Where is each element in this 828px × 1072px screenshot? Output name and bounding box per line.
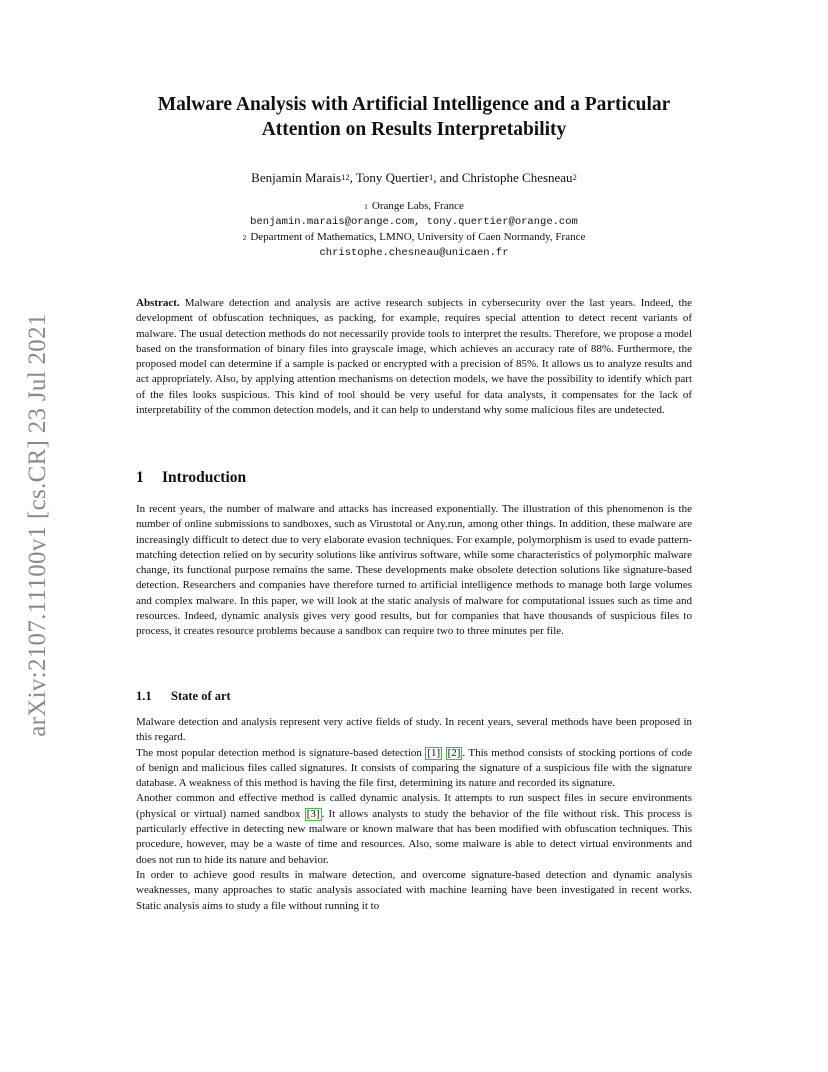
paragraph: Malware detection and analysis represent very active fields of study. In recent years, several methods have been proposed in this regard. [136, 716, 692, 744]
author-name: Tony Quertier [355, 170, 429, 185]
author-separator: , [349, 170, 356, 185]
paragraph-text: . It allows analysts to study the behavior of the file without risk. This process is particularly effective in detecting new malware or known malware that has been modified with obfuscation techniques. This procedure, however, may be a waste of time and resources. Also, some malware is able to detect virtual environments and does not run to hide its nature and behavior. [136, 807, 692, 866]
title-line-2: Attention on Results Interpretability [261, 119, 567, 140]
citation-link[interactable]: [3] [306, 807, 320, 820]
author-name: Christophe Chesneau [461, 170, 573, 185]
affiliation-2 [100, 230, 728, 246]
affil-name: Orange Labs, France [371, 200, 464, 212]
abstract-label: Abstract. [136, 297, 180, 309]
author-affil-mark: 2 [572, 172, 577, 182]
affil-name: Department of Mathematics, LMNO, University of Caen Normandy, France [250, 231, 586, 243]
abstract [136, 296, 692, 418]
paragraph-text: Another common and effective method is called dynamic analysis. It attempts to run suspect files in secure environments (physical or virtual) named sandbox [136, 792, 692, 820]
paragraph-text: . This method consists of stocking portions of code of benign and malicious files called signatures. It consists of comparing the signature of a suspicious file with the signature database. A weakness of this method is having the file first, determining its nature and recorded its signature. [136, 746, 692, 790]
title-line-1: Malware Analysis with Artificial Intelligence and a Particular [157, 94, 671, 115]
state-of-art-body [136, 715, 692, 914]
affil-mark: 1 [364, 202, 368, 211]
section-heading-introduction [136, 469, 246, 487]
affiliation-2-email[interactable]: christophe.chesneau@unicaen.fr [319, 246, 509, 259]
paragraph [136, 746, 692, 792]
paragraph-text: The most popular detection method is signature-based detection [136, 746, 426, 759]
section-number: 1 [136, 469, 144, 486]
subsection-number: 1.1 [136, 689, 152, 703]
author-name: Benjamin Marais [251, 170, 342, 185]
affil-mark: 2 [242, 233, 247, 242]
paragraph: In order to achieve good results in malware detection, and overcome signature-based detection and dynamic analysis weaknesses, many approaches to static analysis associated with machine learning have been investigated in recent works. Static analysis aims to study a file without running it to [136, 868, 692, 912]
paragraph [136, 791, 692, 867]
author-affil-mark: 12 [341, 172, 350, 182]
arxiv-identifier[interactable]: arXiv:2107.11100v1 [cs.CR] 23 Jul 2021 [24, 313, 51, 737]
author-separator: , and [433, 170, 462, 185]
author-affil-mark: 1 [428, 172, 434, 182]
citation-link[interactable]: [2] [447, 746, 461, 759]
affiliation-1-emails[interactable]: benjamin.marais@orange.com, tony.quertier@orange.com [250, 215, 578, 228]
section-title: Introduction [162, 469, 247, 486]
affiliation-1 [100, 199, 728, 215]
citation-link[interactable]: [1] [427, 746, 441, 759]
abstract-text: Malware detection and analysis are active research subjects in cybersecurity over the last years. Indeed, the development of obfuscation techniques, as packing, for example, requires special attention to detect recent variants of malware. The usual detection methods do not necessarily provide tools to interpret the results. Therefore, we propose a model based on the transformation of binary files into grayscale image, which achieves an accuracy rate of 88%. Furthermore, the proposed model can determine if a sample is packed or encrypted with a precision of 85%. It allows us to analyze results and act appropriately. Also, by applying attention mechanisms on detection models, we have the possibility to identify which part of the files looks suspicious. This kind of tool should be very useful for data analysts, it compensates for the lack of interpretability of the common detection models, and it can help to understand why some malicious files are undetected. [136, 297, 692, 417]
author-list [100, 169, 728, 187]
subsection-title: State of art [171, 689, 231, 703]
introduction-paragraph: In recent years, the number of malware and attacks has increased exponentially. The illustration of this phenomenon is the number of online submissions to sandboxes, such as Virustotal or Any.run, among other things. In addition, these malware are increasingly difficult to detect due to very elaborate evasion techniques. For example, polymorphism is used to evade pattern-matching detection relied on by security solutions like antivirus software, while some characteristics of polymorphic malware change, its functional purpose remains the same. These developments make obsolete detection solutions like signature-based detection. Researchers and companies have therefore turned to artificial intelligence methods to manage both large volumes and complex malware. In this paper, we will look at the static analysis of malware for computational issues such as time and resources. Indeed, dynamic analysis gives very good results, but for companies that have thousands of suspicious files to process, it creates resource problems because a sandbox can require two to three minutes per file. [136, 503, 692, 638]
affiliations [100, 199, 728, 261]
paper-title [100, 92, 728, 142]
subsection-heading-state-of-art [136, 689, 231, 704]
